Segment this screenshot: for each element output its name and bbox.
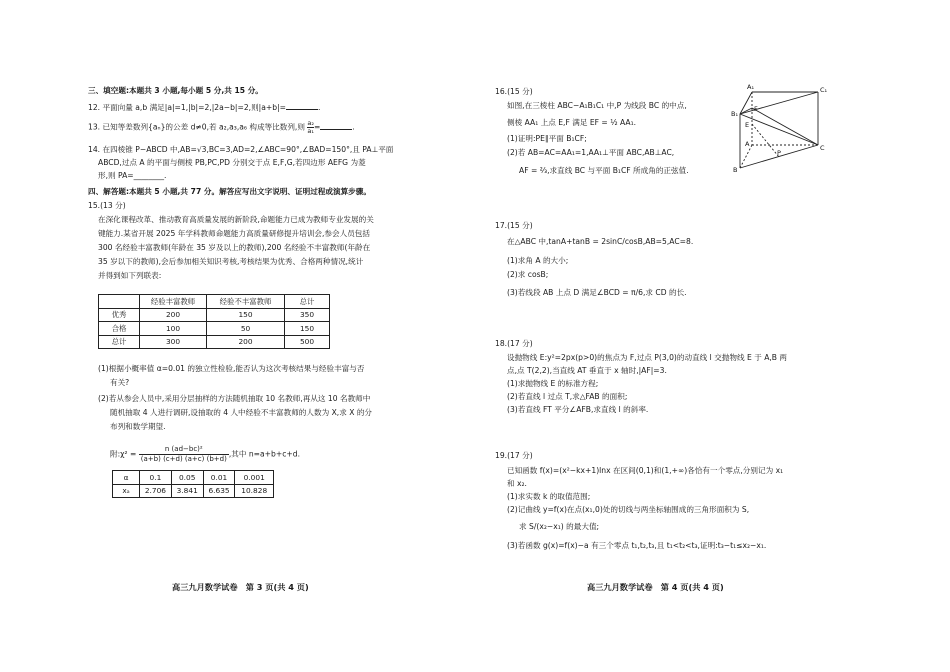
section-3-heading: 三、填空题:本题共 3 小题,每小题 5 分,共 15 分。: [88, 86, 263, 95]
figure-label: A: [745, 140, 750, 148]
question-15-heading: 15.(13 分): [88, 201, 126, 210]
section-4-heading: 四、解答题:本题共 5 小题,共 77 分。解答应写出文字说明、证明过程或演算步骤。: [88, 187, 371, 196]
prism-figure: [730, 80, 830, 180]
question-12: 12. 平面向量 a,b 满足|a|=1,|b|=2,|2a−b|=2,则|a+b|= .: [88, 103, 321, 112]
page-footer: 高三九月数学试卷 第 3 页(共 4 页): [172, 582, 309, 592]
page-footer: 高三九月数学试卷 第 4 页(共 4 页): [587, 582, 724, 592]
question-18-heading: 18.(17 分): [495, 339, 533, 348]
page-3: 三、填空题:本题共 3 小题,每小题 5 分,共 15 分。 12. 平面向量 a,b 满足|a|=1,|b|=2,|2a−b|=2,则|a+b|= . 13. 已知等差数列{aₙ}的公差 d≠0,若 a₂,a₃,a₆ 构成等比数列,则 $\frac{\text{a₂}}{\text{a₁}}$ = . 14. 在四棱锥 P−ABCD 中,AB=√3,BC=3,AD=2,∠ABC=90°,∠BAD=150°,且 PA⊥平面 ABCD,过点 A 的平面与侧棱 PB,PC,PD 分别交于点 E,F,G,若四边形 AEFG 为菱 形,则 PA=________. 四、解答题:本题共 5 小题,共 77 分。解答应写出文字说明、证明过程或演算步骤。 15.(13 分) 在深化课程改革、推动教育高质量发展的新阶段,命题能力已成为教师专业发展的关 键能力.某省开展 2025 年学科教师命题能力高质量研修提升培训会,参会人员包括 300 名经验丰富教师(年龄在 35 岁及以上的教师),200 名经验不丰富教师(年龄在 35 岁以下的教师),会后参加相关知识考核,考核结果为优秀、合格两种情况,统计 并得到如下列联表: 经验丰富教师 经验不丰富教师 总计 优秀 200 150 350 合格 100 50 150 总计 300 200 500 (1)根据小概率值 α=0.01 的独立性检验,能否认为这次考核结果与经验丰富与否 有关? (2)若从参会人员中,采用分层抽样的方法随机抽取 10 名教师,再从这 10 名教师中 随机抽取 4 人进行调研,设抽取的 4 人中经验不丰富教师的人数为 X,求 X 的分 布列和数学期望. 附:χ² = $\frac{\text{n (ad−bc)²}}{(a+b) (c+d) (a+c) (b+d)}$ ,其中 n=a+b+c+d. α 0.1 0.05 0.01 0.001 xₐ 2.706 3.841 6.635 10.828 高三九月数学试卷 第 3 页(共 4 页): [88, 86, 394, 592]
figure-label: E: [745, 121, 750, 129]
figure-label: B: [733, 166, 738, 174]
contingency-table: [98, 294, 330, 349]
figure-label: F: [754, 105, 758, 113]
figure-label: C₁: [820, 86, 828, 94]
table-row: α 0.1 0.05 0.01 0.001: [113, 471, 274, 485]
chi-square-formula: 附:χ² = $\frac{\text{n (ad−bc)²}}{(a+b) (c+d) (a+c) (b+d)}$ ,其中 n=a+b+c+d.: [110, 445, 300, 463]
page-4: 16.(15 分) 如图,在三棱柱 ABC−A₁B₁C₁ 中,P 为线段 BC 的中点, 侧棱 AA₁ 上点 E,F 满足 EF = ½ AA₁. (1)证明:PE∥平面 B₁CF; (2)若 AB=AC=AA₁=1,AA₁⊥平面 ABC,AB⊥AC, AF = ⅔,求直线 BC 与平面 B₁CF 所成角的正弦值. A₁ C₁ B₁ F E A P C B 17.(15 分) 在△ABC 中,tanA+tanB = 2sinC/cosB,AB=5,AC=8. (1)求角 A 的大小; (2)求 cosB; (3)若线段 AB 上点 D 满足∠BCD = π/6,求 CD 的长. 18.(17 分) 设抛物线 E:y²=2px(p>0)的焦点为 F,过点 P(3,0)的动直线 l 交抛物线 E 于 A,B 两 点,点 T(2,2),当直线 AT 垂直于 x 轴时,|AF|=3. (1)求抛物线 E 的标准方程; (2)若直线 l 过点 T,求△FAB 的面积; (3)若直线 FT 平分∠AFB,求直线 l 的斜率. 19.(17 分) 已知函数 f(x)=(x²−kx+1)lnx 在区间(0,1)和(1,+∞)各恰有一个零点,分别记为 x₁ 和 x₂. (1)求实数 k 的取值范围; (2)记曲线 y=f(x)在点(x₁,0)处的切线与两坐标轴围成的三角形面积为 S, 求 S/(x₂−x₁) 的最大值; (3)若函数 g(x)=f(x)−a 有三个零点 t₁,t₂,t₃,且 t₁<t₂<t₃,证明:t₃−t₁≤x₂−x₁. 高三九月数学试卷 第 4 页(共 4 页): [475, 0, 950, 672]
figure-label: B₁: [731, 110, 739, 118]
table-row: xₐ 2.706 3.841 6.635 10.828: [113, 484, 274, 498]
figure-label: A₁: [747, 83, 755, 91]
question-19-heading: 19.(17 分): [495, 451, 533, 460]
table-row: 合格 100 50 150: [99, 322, 330, 336]
figure-label: C: [820, 144, 825, 152]
table-row: 总计 300 200 500: [99, 335, 330, 349]
critical-value-table: [112, 470, 274, 498]
question-13: 13. 已知等差数列{aₙ}的公差 d≠0,若 a₂,a₃,a₆ 构成等比数列,则 $\frac{\text{a₂}}{\text{a₁}}$ = .: [88, 119, 355, 135]
table-row: 经验丰富教师 经验不丰富教师 总计: [99, 295, 330, 309]
figure-label: P: [777, 149, 781, 157]
question-17-heading: 17.(15 分): [495, 221, 533, 230]
question-16-heading: 16.(15 分): [495, 87, 533, 96]
table-row: 优秀 200 150 350: [99, 308, 330, 322]
